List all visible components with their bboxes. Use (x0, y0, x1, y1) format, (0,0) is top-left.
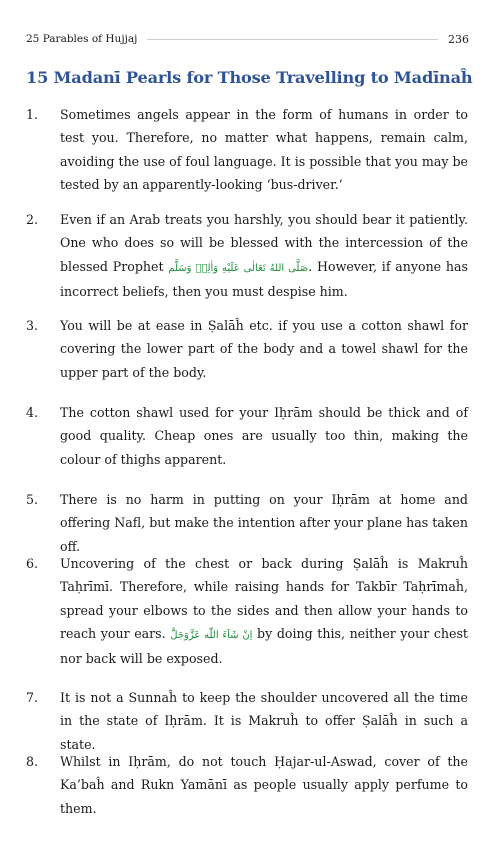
arabic-salutation: صَلَّى اللهُ تَعَالٰى عَلَيْهِ وَاٰلِهٖ وَسَلَّم (168, 262, 309, 274)
item-text: It is not a Sunnaĥ to keep the shoulder uncovered all the time in the state of Iḥrām. It is Makruĥ to offer Ṣalāĥ in such a state. (60, 690, 468, 752)
item-text-part: . However, if anyone has incorrect beliefs, then you must despise him. (60, 258, 468, 299)
header-rule (147, 39, 438, 40)
item-text: There is no harm in putting on your Iḥrām at home and offering Nafl, but make the intention after your plane has taken off. (60, 492, 468, 554)
item-number: 5. (26, 492, 39, 507)
list-item (26, 750, 468, 820)
running-header (26, 31, 469, 47)
item-text (60, 552, 468, 670)
item-number: 6. (26, 556, 39, 571)
list-item (26, 401, 468, 471)
book-title: 25 Parables of Hujjaj (26, 33, 138, 45)
item-text (60, 208, 468, 303)
list-item (26, 103, 468, 196)
item-number: 2. (26, 212, 39, 227)
list-item (26, 552, 468, 670)
item-text: Sometimes angels appear in the form of humans in order to test you. Therefore, no matter what happens, remain calm, avoiding the use of foul language. It is possible that you may be tested by an apparently-looking ‘bus-driver.’ (60, 107, 468, 192)
item-text-part: Even if an Arab treats you harshly, you should bear it patiently. One who does so will be blessed with the intercession of the blessed Prophet (60, 212, 468, 274)
page-number: 236 (448, 32, 469, 46)
item-number: 4. (26, 405, 39, 420)
item-text-part: by doing this, neither your chest nor back will be exposed. (60, 625, 468, 667)
item-number: 8. (26, 754, 39, 769)
item-number: 7. (26, 690, 39, 705)
item-text: The cotton shawl used for your Iḥrām should be thick and of good quality. Cheap ones are usually too thin, making the colour of thighs apparent. (60, 405, 468, 467)
list-item (26, 488, 468, 558)
arabic-phrase: اِنْ شَآءَ اللّٰه عَزَّوَجَلَّ (170, 629, 253, 641)
section-title: 15 Madanī Pearls for Those Travelling to Madīnaĥ (26, 68, 473, 87)
list-item (26, 686, 468, 756)
item-text: Whilst in Iḥrām, do not touch Ḥajar-ul-Aswad, cover of the Ka’baĥ and Rukn Yamānī as people usually apply perfume to them. (60, 754, 468, 816)
item-number: 1. (26, 107, 39, 122)
item-text-part: Uncovering of the chest or back during Ṣalāĥ is Makruĥ Taḥrīmī. Therefore, while raising hands for Takbīr Taḥrīmaĥ, spread your elbows to the sides and then allow your hands to reach your ears. (60, 556, 468, 641)
list-item (26, 208, 468, 303)
item-number: 3. (26, 318, 39, 333)
item-text: You will be at ease in Ṣalāĥ etc. if you use a cotton shawl for covering the lower part of the body and a towel shawl for the upper part of the body. (60, 318, 468, 380)
list-item (26, 314, 468, 384)
